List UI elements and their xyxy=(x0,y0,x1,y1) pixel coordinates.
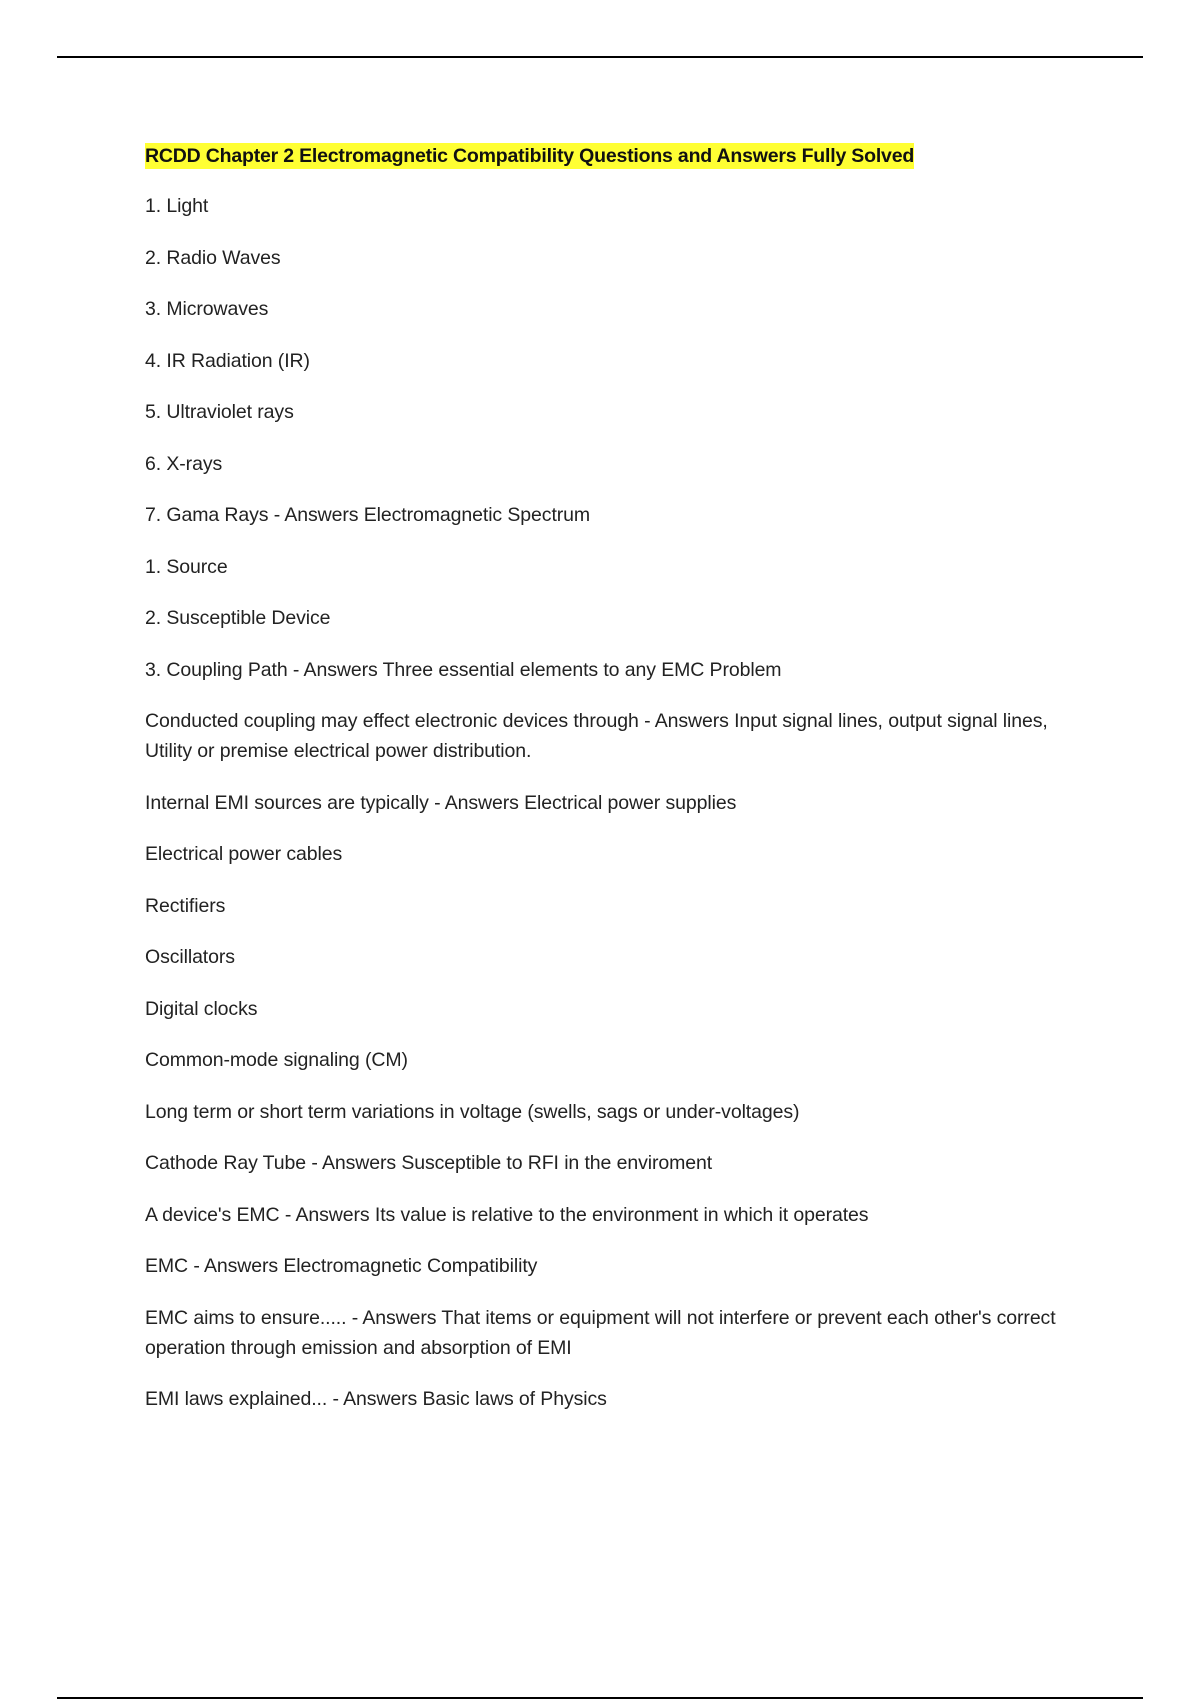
text-line: Conducted coupling may effect electronic devices through - Answers Input signal lines, output signal lines, Utility or premise electrical power distribution. xyxy=(145,710,1048,762)
text-line: 7. Gama Rays - Answers Electromagnetic Spectrum xyxy=(145,504,591,526)
text-line: 6. X-rays xyxy=(145,452,223,475)
text-line: EMC - Answers Electromagnetic Compatibility xyxy=(145,1255,538,1277)
text-line: 3. Coupling Path - Answers Three essential elements to any EMC Problem xyxy=(145,658,782,681)
text-line: A device's EMC - Answers Its value is relative to the environment in which it operates xyxy=(145,1203,869,1226)
text-line: Electrical power cables xyxy=(145,843,343,865)
text-line: Cathode Ray Tube - Answers Susceptible to RFI in the enviroment xyxy=(145,1152,713,1174)
text-line: EMC aims to ensure..... - Answers That items or equipment will not interfere or prevent each other's correct operation through emission and absorption of EMI xyxy=(145,1306,1056,1359)
text-line: 2. Susceptible Device xyxy=(145,607,331,629)
text-line: Oscillators xyxy=(145,946,235,968)
text-line: 4. IR Radiation (IR) xyxy=(145,349,310,372)
document-body xyxy=(145,143,1060,1436)
text-line: 2. Radio Waves xyxy=(145,246,281,269)
text-line: Common-mode signaling (CM) xyxy=(145,1049,408,1071)
text-line: Rectifiers xyxy=(145,894,226,917)
text-line: 5. Ultraviolet rays xyxy=(145,401,294,423)
text-line: 3. Microwaves xyxy=(145,298,269,320)
text-line: 1. Source xyxy=(145,555,228,578)
text-line: Internal EMI sources are typically - Answers Electrical power supplies xyxy=(145,791,737,814)
text-line: 1. Light xyxy=(145,195,209,217)
header-rule xyxy=(57,56,1143,58)
document-title: RCDD Chapter 2 Electromagnetic Compatibility Questions and Answers Fully Solved xyxy=(145,145,915,167)
text-line: EMI laws explained... - Answers Basic laws of Physics xyxy=(145,1388,607,1410)
text-line: Digital clocks xyxy=(145,997,258,1020)
footer-rule xyxy=(57,1697,1143,1699)
text-line: Long term or short term variations in voltage (swells, sags or under-voltages) xyxy=(145,1100,800,1123)
